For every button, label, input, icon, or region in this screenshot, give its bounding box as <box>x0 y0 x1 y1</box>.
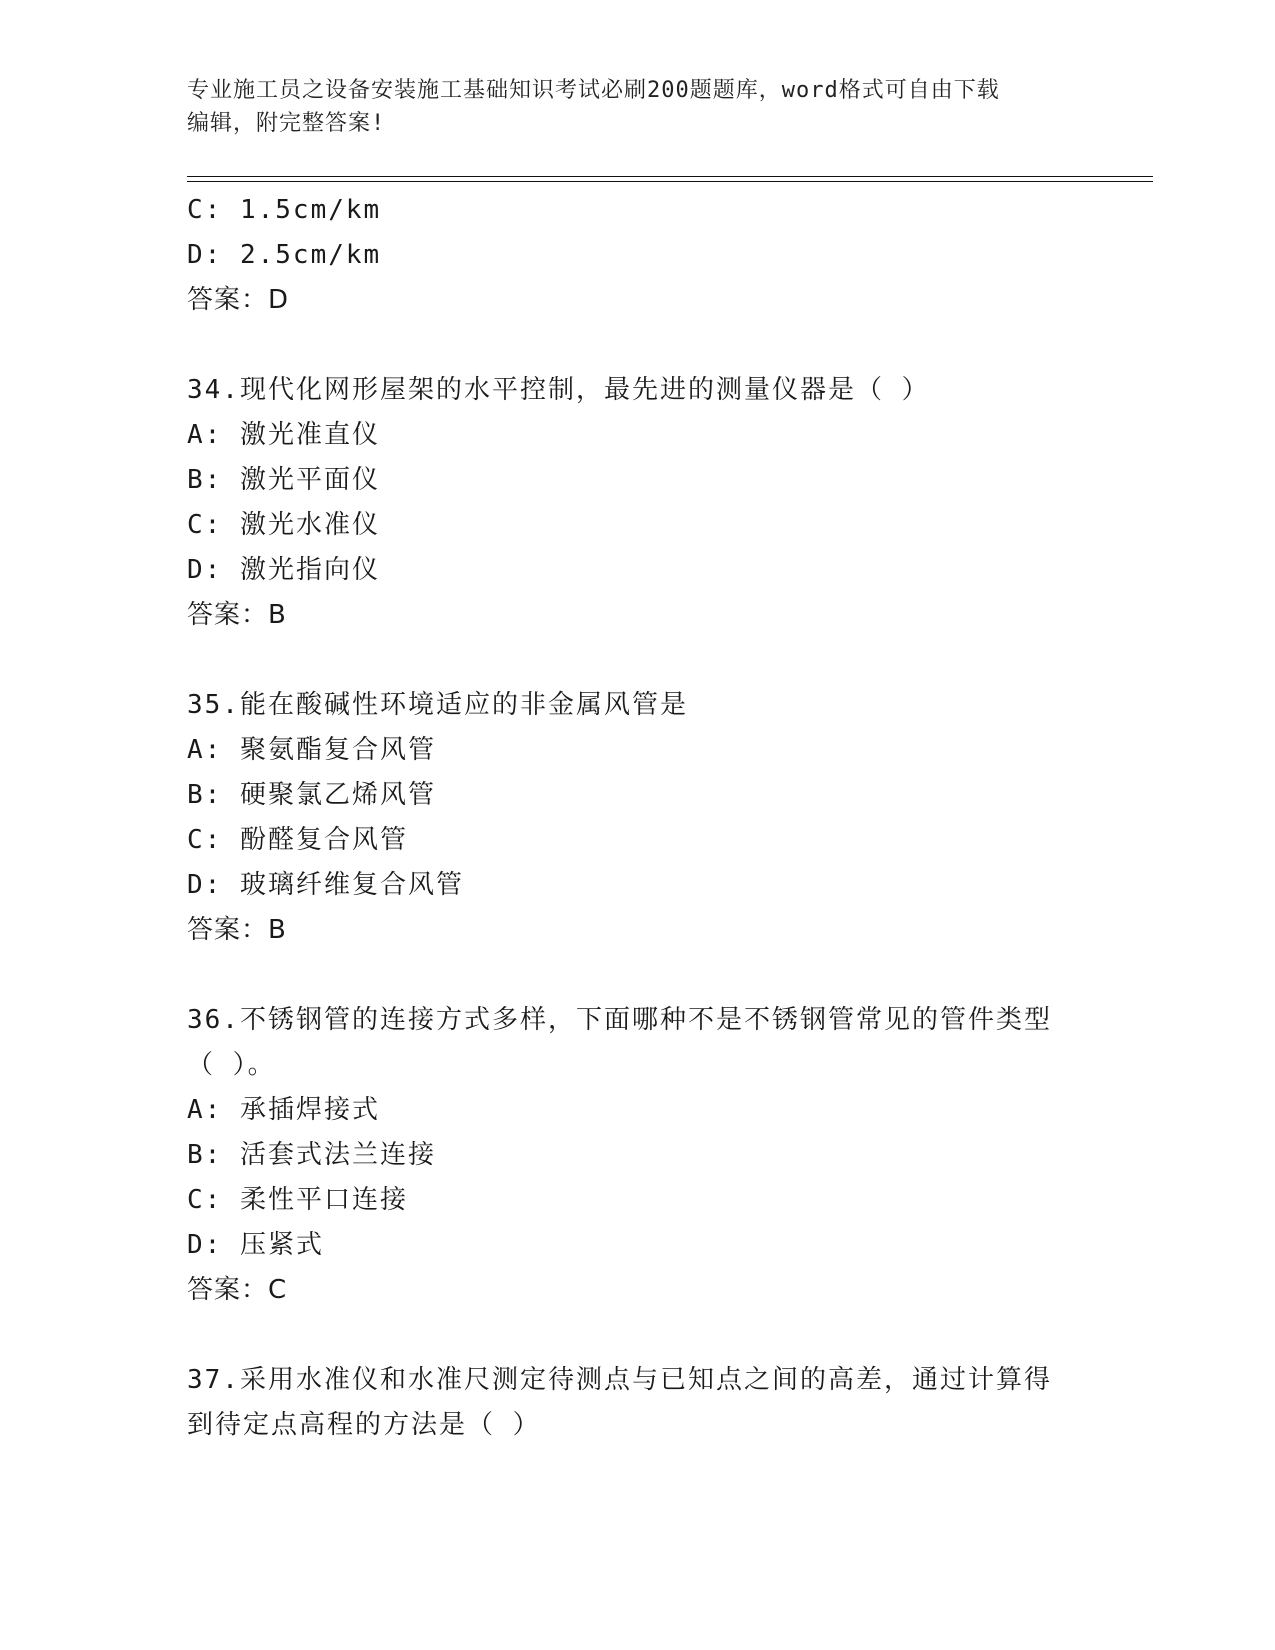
header-line-2: 编辑，附完整答案! <box>187 111 386 136</box>
option-d: D: 玻璃纤维复合风管 <box>187 870 464 900</box>
answer: 答案：D <box>187 285 290 315</box>
question-stem-line-1: 36.不锈钢管的连接方式多样，下面哪种不是不锈钢管常见的管件类型 <box>187 1005 1052 1035</box>
question-stem-line-2: 到待定点高程的方法是（ ） <box>187 1410 541 1440</box>
option-b: B: 硬聚氯乙烯风管 <box>187 780 436 810</box>
option-d: D: 激光指向仪 <box>187 555 380 585</box>
header-line-1: 专业施工员之设备安装施工基础知识考试必刷200题题库，word格式可自由下载 <box>187 78 1000 103</box>
option-d: D: 2.5cm/km <box>187 240 382 270</box>
spacer <box>187 953 1087 998</box>
option-a: A: 聚氨酯复合风管 <box>187 735 436 765</box>
option-a: A: 承插焊接式 <box>187 1095 380 1125</box>
answer: 答案：B <box>187 600 287 630</box>
question-stem-line-2: （ ）。 <box>187 1050 276 1080</box>
question-36 <box>187 998 1087 1313</box>
spacer <box>187 1313 1087 1358</box>
option-c: C: 酚醛复合风管 <box>187 825 408 855</box>
question-stem-line-1: 37.采用水准仪和水准尺测定待测点与已知点之间的高差，通过计算得 <box>187 1365 1052 1395</box>
option-a: A: 激光准直仪 <box>187 420 380 450</box>
option-b: B: 活套式法兰连接 <box>187 1140 436 1170</box>
question-stem: 34.现代化网形屋架的水平控制，最先进的测量仪器是（ ） <box>187 375 930 405</box>
answer: 答案：C <box>187 1275 288 1305</box>
header-rule-bottom <box>187 181 1153 182</box>
question-35 <box>187 683 1087 953</box>
option-c: C: 1.5cm/km <box>187 195 382 225</box>
question-37 <box>187 1358 1087 1448</box>
spacer <box>187 638 1087 683</box>
option-d: D: 压紧式 <box>187 1230 324 1260</box>
option-c: C: 激光水准仪 <box>187 510 380 540</box>
answer: 答案：B <box>187 915 287 945</box>
question-33-tail <box>187 188 1087 323</box>
document-header <box>187 74 1067 140</box>
spacer <box>187 323 1087 368</box>
option-c: C: 柔性平口连接 <box>187 1185 408 1215</box>
question-list <box>187 188 1087 1448</box>
option-b: B: 激光平面仪 <box>187 465 380 495</box>
header-rule-top <box>187 176 1153 177</box>
question-34 <box>187 368 1087 638</box>
question-stem: 35.能在酸碱性环境适应的非金属风管是 <box>187 690 688 720</box>
